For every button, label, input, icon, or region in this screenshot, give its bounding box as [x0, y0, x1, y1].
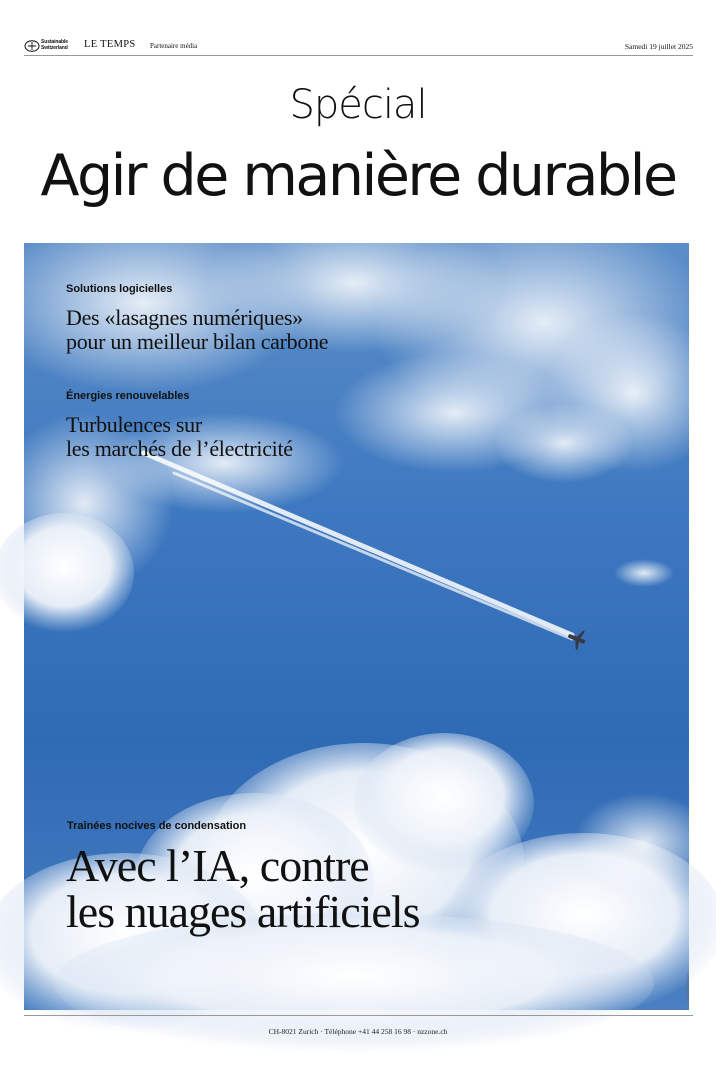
special-kicker: Spécial [289, 82, 427, 128]
photo-credit: ADOBE STOCK [685, 973, 690, 1002]
story-2-headline[interactable] [66, 413, 293, 461]
story-2-section: Énergies renouvelables [66, 390, 190, 402]
story-1-section: Solutions logicielles [66, 283, 173, 295]
sustainable-switzerland-logo[interactable] [24, 39, 82, 53]
issue-date: Samedi 19 juillet 2025 [624, 42, 693, 51]
story-3-headline-line-2: les nuages artificiels [66, 886, 420, 937]
story-3-headline[interactable] [66, 840, 420, 937]
footer-contact: CH-8021 Zurich · Téléphone +41 44 258 16 98 · nzzone.ch [268, 1027, 448, 1036]
story-1-headline[interactable] [66, 306, 328, 354]
globe-icon [24, 40, 40, 52]
story-3-section: Traînées nocives de condensation [67, 820, 247, 832]
bottom-divider [24, 1015, 693, 1016]
story-1-headline-line-1: Des «lasagnes numériques» [66, 305, 303, 330]
partner-label: Partenaire média [150, 42, 198, 50]
masthead-bar [24, 38, 693, 56]
logo-line-2: Switzerland [41, 45, 68, 51]
newspaper-name[interactable]: LE TEMPS [84, 39, 136, 50]
cover-photo [24, 243, 689, 1010]
story-3-headline-line-1: Avec l’IA, contre [66, 840, 369, 891]
story-1-headline-line-2: pour un meilleur bilan carbone [66, 328, 329, 354]
page-title: Agir de manière durable [40, 143, 676, 209]
story-2-headline-line-2: les marchés de l’électricité [66, 435, 293, 461]
story-2-headline-line-1: Turbulences sur [66, 412, 202, 437]
logo-line-1: Sustainable [41, 39, 68, 45]
